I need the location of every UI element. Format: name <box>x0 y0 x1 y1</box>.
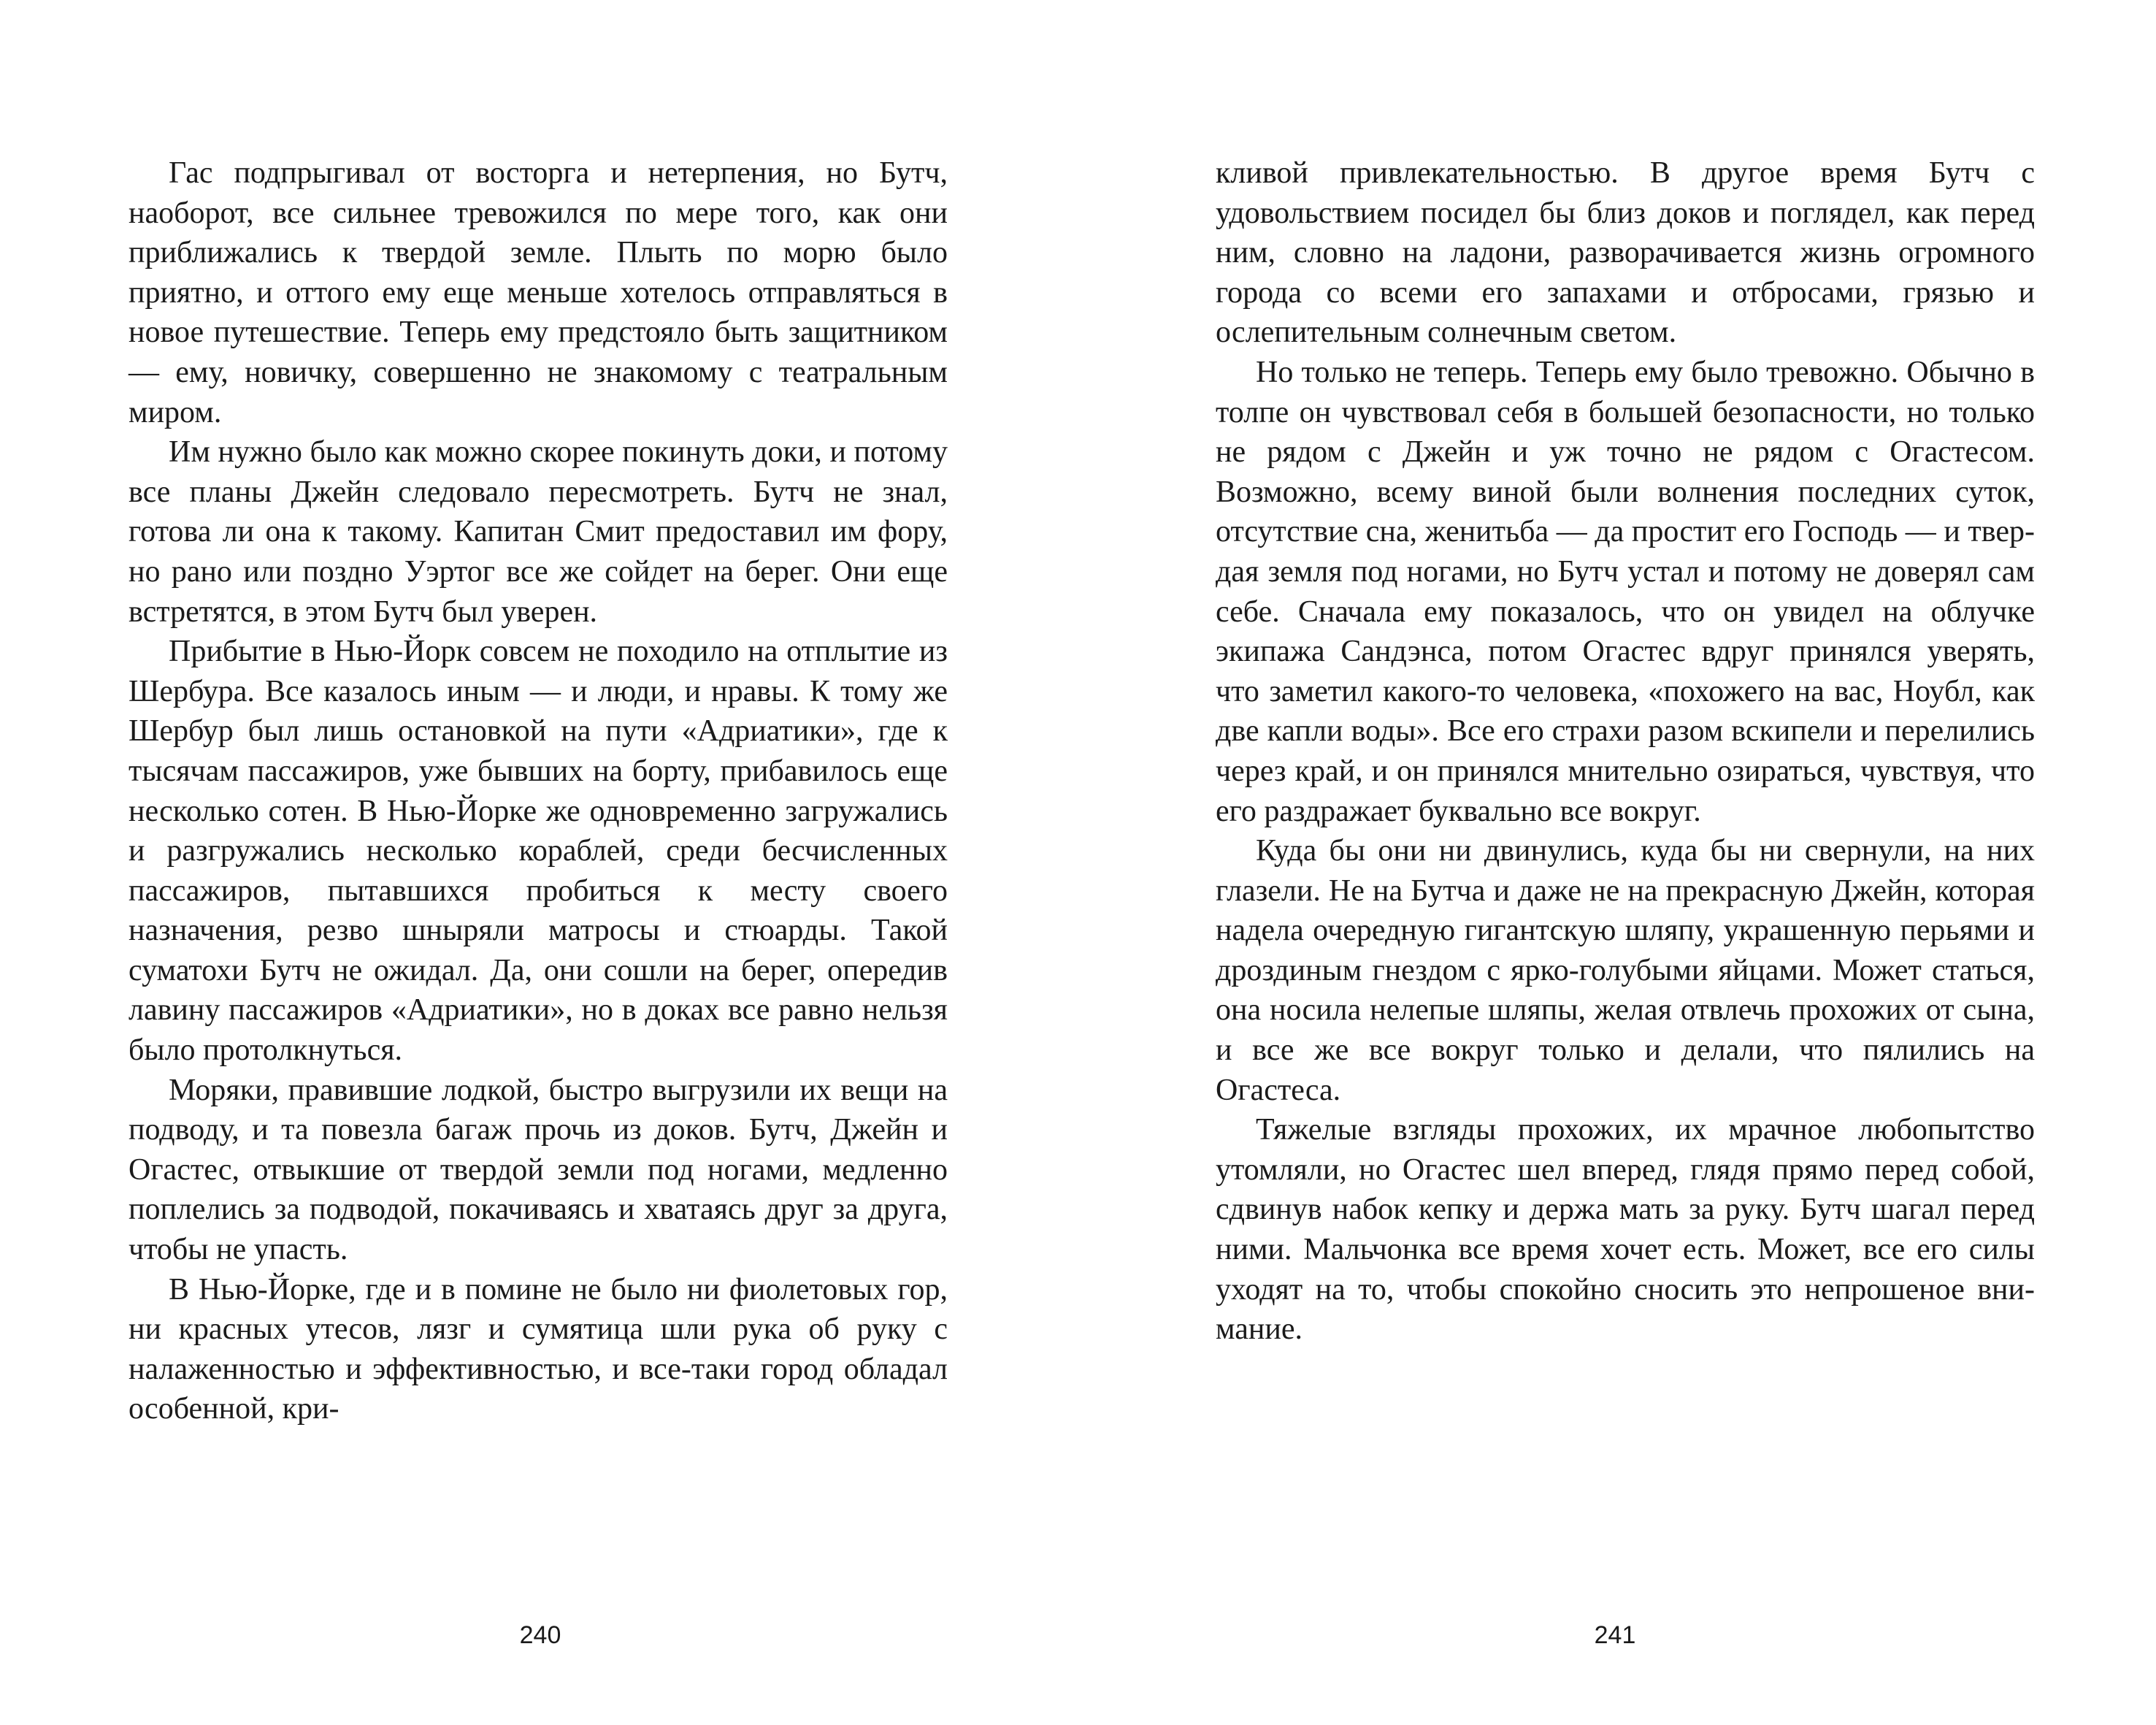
paragraph: Прибытие в Нью-Йорк совсем не походило на отплытие из Шербура. Все казалось иным — и люди, и нравы. К тому же Шербур был лишь остановкой на пути «Адриатики», где к тысячам пассажиров, уже бывших на борту, прибавилось еще несколько сотен. В Нью-Йорке же одновременно загружались и разгружались несколько кораблей, среди бесчисленных пассажиров, пытавшихся пробиться к месту своего назначения, резво шныряли матросы и стюарды. Такой суматохи Бутч не ожидал. Да, они сошли на берег, опередив лавину пассажиров «Адриатики», но в доках все равно нельзя было протолкнуться. <box>128 635 948 1068</box>
page-number: 241 <box>1594 1621 1636 1649</box>
right-page-text <box>1216 153 2035 1350</box>
paragraph: Им нужно было как можно скорее покинуть доки, и потому все планы Джейн следовало пересмотреть. Бутч не знал, готова ли она к такому. Капитан Смит предоставил им фору, но рано или поздно Уэртог все же сойдет на берег. Они еще встретятся, в этом Бутч был уверен. <box>128 435 948 629</box>
paragraph: Куда бы они ни двинулись, куда бы ни свернули, на них глазели. Не на Бутча и даже не на прекрасную Джейн, которая надела очередную гигантскую шляпу, украшенную перьями и дроздиным гнездом с ярко-голубыми яйцами. Может статься, она носила нелепые шляпы, желая отвлечь прохожих от сына, и все же все вокруг только и делали, что пялились на Огастеса. <box>1216 834 2035 1107</box>
paragraph: В Нью-Йорке, где и в помине не было ни фиолетовых гор, ни красных утесов, лязг и сумятица шли рука об руку с налаженностью и эффективностью, и все-таки город обладал особенной, кри- <box>128 1272 948 1426</box>
paragraph: Гас подпрыгивал от восторга и нетерпения, но Бутч, наоборот, все сильнее тревожился по мере того, как они приближались к твердой земле. Плыть по морю было приятно, и оттого ему еще меньше хотелось отправляться в новое путешествие. Теперь ему предстояло быть защитником — ему, новичку, совершенно не знакомому с театральным миром. <box>128 156 948 429</box>
left-page-text <box>128 153 948 1429</box>
page-number: 240 <box>519 1621 561 1649</box>
paragraph-continuation: кливой привлекательностью. В другое время Бутч с удовольствием посидел бы близ доков и поглядел, как перед ним, словно на ладони, разворачивается жизнь огромного города со всеми его запахами и отбросами, грязью и ослепительным солнечным светом. <box>1216 156 2035 350</box>
right-page <box>1078 0 2156 1725</box>
paragraph: Моряки, правившие лодкой, быстро выгрузили их вещи на подводу, и та повезла багаж прочь из доков. Бутч, Джейн и Огастес, отвыкшие от твердой земли под ногами, медленно поплелись за подводой, покачиваясь и хватаясь друг за друга, чтобы не упасть. <box>128 1073 948 1267</box>
paragraph: Но только не теперь. Теперь ему было тревожно. Обычно в толпе он чувствовал себя в большей безопасности, но только не рядом с Джейн и уж точно не рядом с Огастесом. Возможно, всему виной были волнения последних суток, отсутствие сна, женитьба — да простит его Господь — и твердая земля под ногами, но Бутч устал и потому не доверял сам себе. Сначала ему показалось, что он увидел на облучке экипажа Сандэнса, потом Огастес вдруг принялся уверять, что заметил какого-то человека, «похожего на вас, Ноубл, как две капли воды». Все его страхи разом вскипели и перелились через край, и он принялся мнительно озираться, чувствуя, что его раздражает буквально все вокруг. <box>1216 355 2035 828</box>
paragraph: Тяжелые взгляды прохожих, их мрачное любопытство утомляли, но Огастес шел вперед, глядя прямо перед собой, сдвинув набок кепку и держа мать за руку. Бутч шагал перед ними. Мальчонка все время хочет есть. Может, все его силы уходят на то, чтобы спокойно сносить это непрошеное внимание. <box>1216 1113 2035 1347</box>
